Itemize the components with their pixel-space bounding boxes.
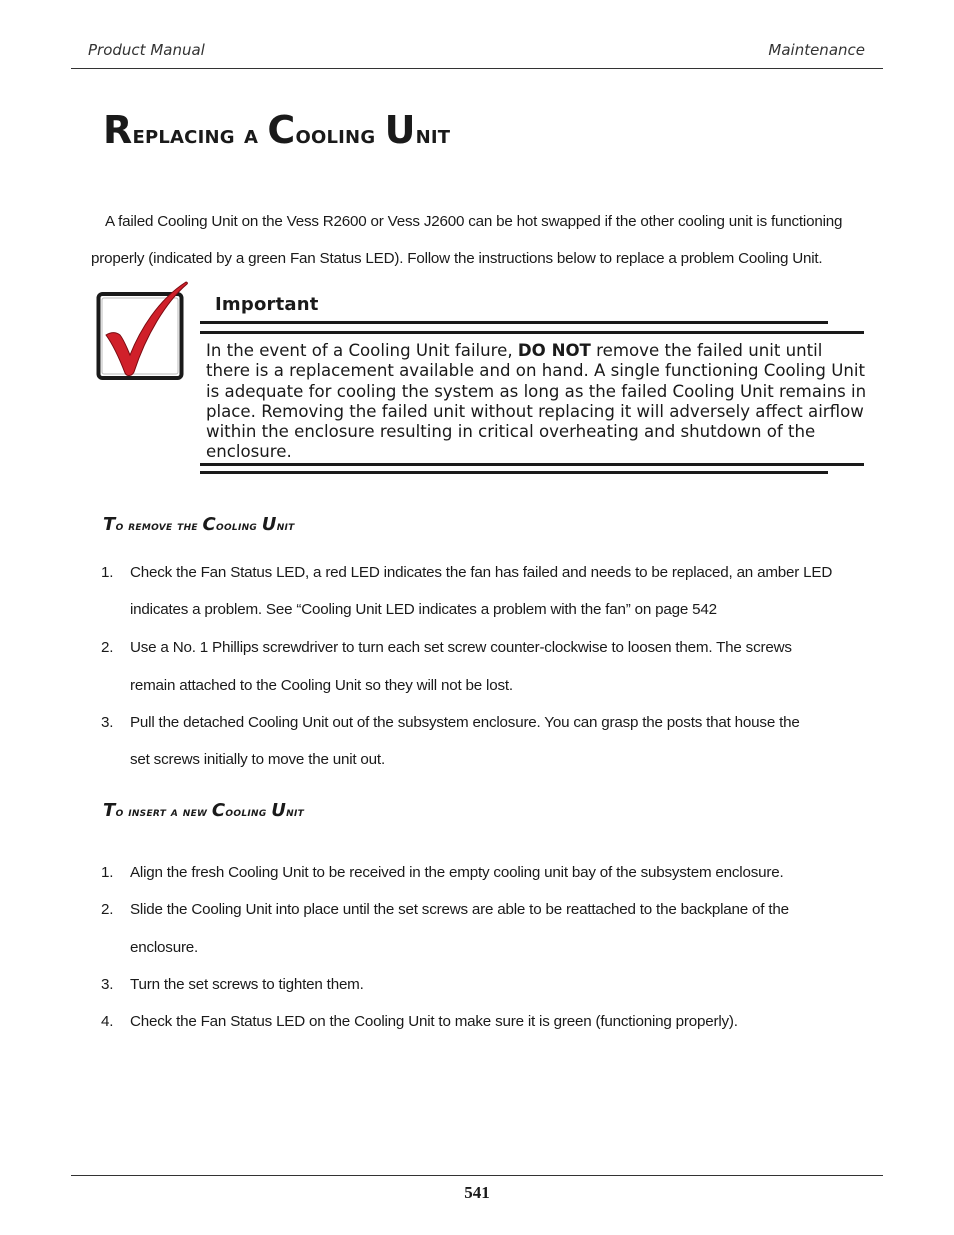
important-label: Important	[215, 294, 319, 315]
header-left: Product Manual	[88, 41, 205, 59]
intro-line: A failed Cooling Unit on the Vess R2600 or Vess J2600 can be hot swapped if the other cooling unit is functioning	[105, 213, 843, 230]
page-title: Replacing a Cooling Unit	[103, 108, 451, 152]
footer-rule	[71, 1175, 883, 1176]
intro-line: properly (indicated by a green Fan Status LED). Follow the instructions below to replace a problem Cooling Unit.	[91, 250, 823, 267]
section-heading-insert: To insert a new Cooling Unit	[103, 800, 305, 821]
important-body: In the event of a Cooling Unit failure, DO NOT remove the failed unit until there is a replacement available and on hand. A single functioning Cooling Unit is adequate for cooling the system as long as the failed Cooling Unit remains in place. Removing the failed unit without replacing it will adversely affect airflow within the enclosure resulting in critical overheating and shutdown of the enclosure.	[206, 341, 867, 462]
section-heading-remove: To remove the Cooling Unit	[103, 514, 295, 535]
callout-rule-bottom-2	[200, 471, 828, 474]
header-right: Maintenance	[768, 41, 865, 59]
callout-rule-top-2	[200, 331, 864, 334]
intro-paragraph	[91, 203, 861, 277]
checkmark-box-icon	[96, 280, 188, 382]
header-rule	[71, 68, 883, 69]
page-number: 541	[464, 1183, 490, 1202]
callout-rule-bottom-1	[200, 463, 864, 466]
do-not-emphasis: DO NOT	[517, 341, 591, 360]
callout-rule-top-1	[200, 321, 828, 324]
